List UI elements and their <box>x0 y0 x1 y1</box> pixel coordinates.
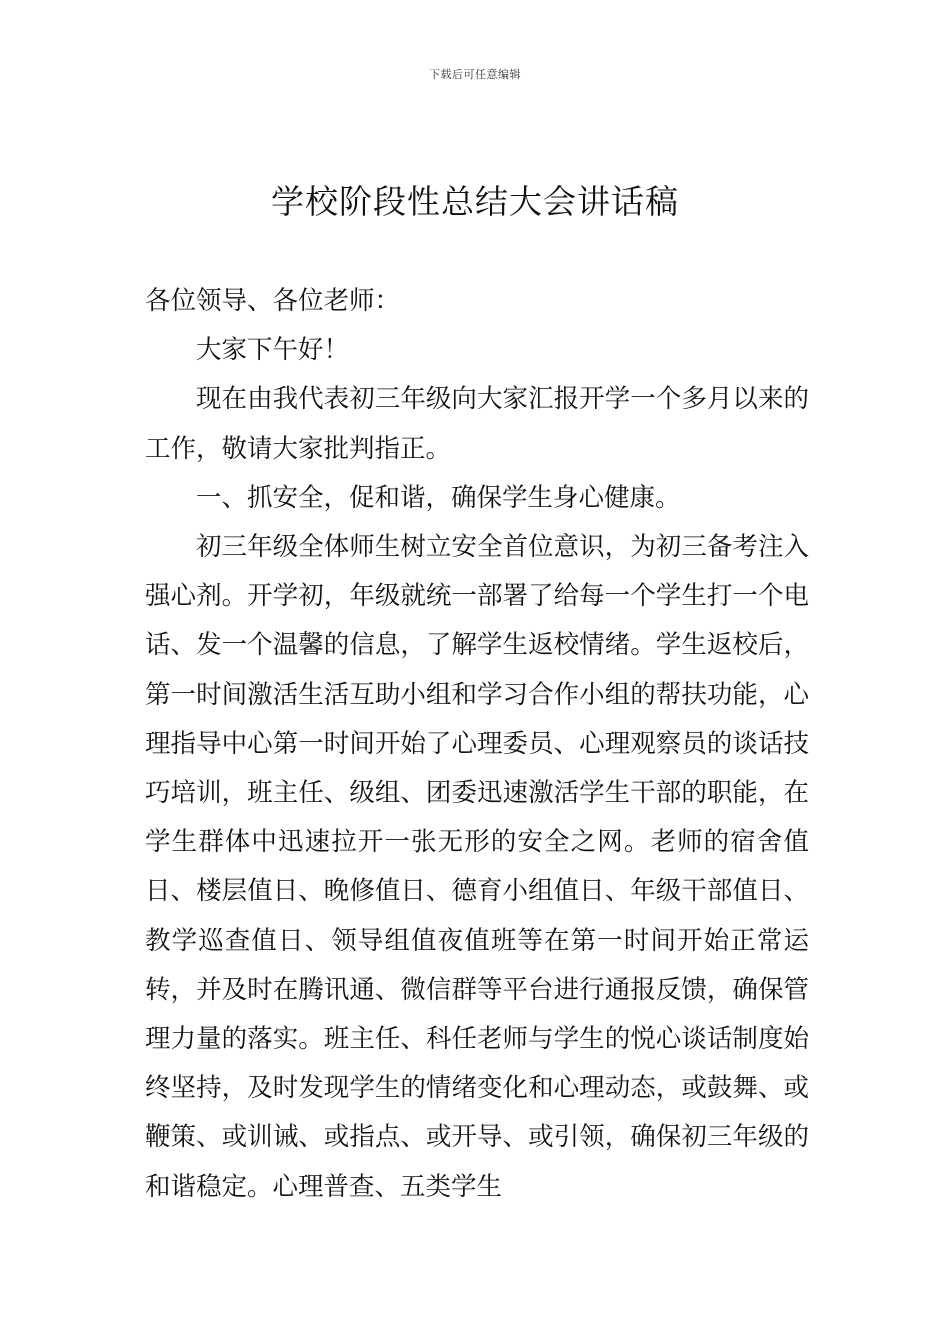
greeting: 大家下午好！ <box>196 335 350 366</box>
salutation: 各位领导、各位老师： <box>145 286 401 316</box>
paragraph-safety: 初三年级全体师生树立安全首位意识，为初三备考注入强心剂。开学初，年级就统一部署了给每一个学生打一个电话、发一个温馨的信息，了解学生返校情绪。学生返校后，第一时间激活生活互助小组和学习合作小组的帮扶功能，心理指导中心第一时间开始了心理委员、心理观察员的谈话技巧培训，班主任、级组、团委迅速激活学生干部的职能，在学生群体中迅速拉开一张无形的安全之网。老师的宿舍值日、楼层值日、晚修值日、德育小组值日、年级干部值日、教学巡查值日、领导组值夜值班等在第一时间开始正常运转，并及时在腾讯通、微信群等平台进行通报反馈，确保管理力量的落实。班主任、科任老师与学生的悦心谈话制度始终坚持，及时发现学生的情绪变化和心理动态，或鼓舞、或鞭策、或训诫、或指点、或开导、或引领，确保初三年级的和谐稳定。心理普查、五类学生 <box>145 532 809 1202</box>
section-heading-1: 一、抓安全，促和谐，确保学生身心健康。 <box>196 482 681 513</box>
header-note: 下载后可任意编辑 <box>429 68 521 81</box>
document-title: 学校阶段性总结大会讲话稿 <box>271 182 679 221</box>
document-body <box>145 277 809 1212</box>
paragraph-intro: 现在由我代表初三年级向大家汇报开学一个多月以来的工作，敬请大家批判指正。 <box>145 384 809 464</box>
